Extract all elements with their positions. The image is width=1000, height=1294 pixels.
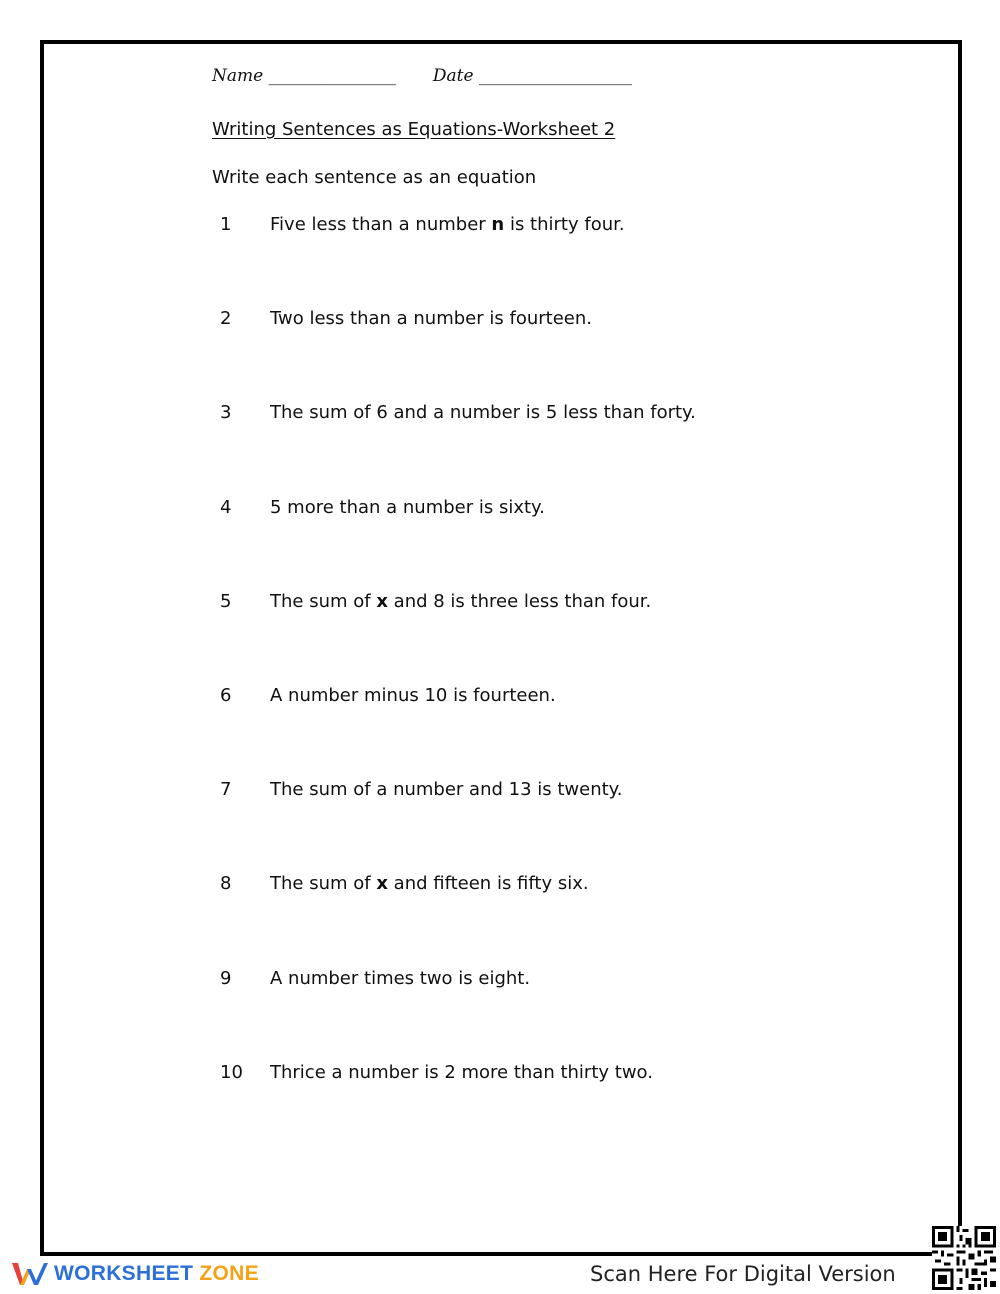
problem-text [270, 968, 530, 989]
problem-text-part: is thirty four. [504, 214, 625, 235]
name-label: Name [212, 66, 264, 86]
problem-variable: x [376, 590, 388, 612]
problem-text-part: The sum of [270, 873, 377, 895]
problem-number: 4 [220, 496, 232, 518]
problem-text-part: A number minus 10 is fourteen. [270, 685, 556, 706]
name-blank: _______________ [268, 66, 397, 86]
problem-text-part: Five less than a number [270, 214, 492, 235]
problem-text [270, 685, 556, 706]
problem-text [270, 214, 625, 235]
name-date-line [212, 66, 632, 86]
worksheetzone-logo [10, 1258, 259, 1290]
problem-variable: n [491, 214, 505, 235]
problem-text [270, 779, 622, 800]
problem-text-part: Thrice a number is 2 more than thirty two. [270, 1061, 653, 1083]
brand-part-2: ZONE [199, 1262, 259, 1285]
problem-number: 5 [220, 590, 232, 612]
scan-instruction: Scan Here For Digital Version [590, 1262, 896, 1286]
problem-number: 6 [220, 685, 232, 706]
problem-text [270, 402, 696, 423]
problem-number: 10 [220, 1061, 243, 1083]
qr-code-icon[interactable] [932, 1226, 996, 1290]
date-blank: __________________ [479, 66, 632, 86]
date-label: Date [432, 66, 474, 86]
problem-number: 8 [220, 873, 232, 895]
problem-text [270, 308, 592, 329]
problem-text-part: and fifteen is fifty six. [387, 873, 589, 895]
problem-text-part: The sum of 6 and a number is 5 less than forty. [270, 402, 696, 424]
problem-text-part: Two less than a number is fourteen. [270, 308, 592, 330]
problem-number: 2 [220, 308, 232, 330]
problem-text [270, 873, 589, 894]
problem-text [270, 591, 651, 612]
problem-text-part: A number times two is eight. [270, 967, 531, 989]
problem-text-part: The sum of a number and 13 is twenty. [270, 779, 623, 801]
problem-number: 9 [220, 967, 232, 989]
instructions: Write each sentence as an equation [212, 167, 537, 188]
worksheet-title: Writing Sentences as Equations-Worksheet 2 [212, 119, 616, 140]
brand-name [54, 1262, 259, 1286]
problem-number: 7 [220, 779, 232, 801]
problem-number: 3 [220, 402, 232, 424]
problem-text [270, 497, 545, 518]
problem-variable: x [376, 873, 388, 895]
problem-text-part: The sum of [270, 590, 377, 612]
problem-text [270, 1062, 653, 1083]
problem-text-part: 5 more than a number is sixty. [270, 496, 545, 518]
brand-part-1: WORKSHEET [54, 1262, 194, 1285]
problem-number: 1 [220, 214, 232, 235]
logo-w-icon [10, 1259, 48, 1289]
problem-text-part: and 8 is three less than four. [387, 590, 652, 612]
